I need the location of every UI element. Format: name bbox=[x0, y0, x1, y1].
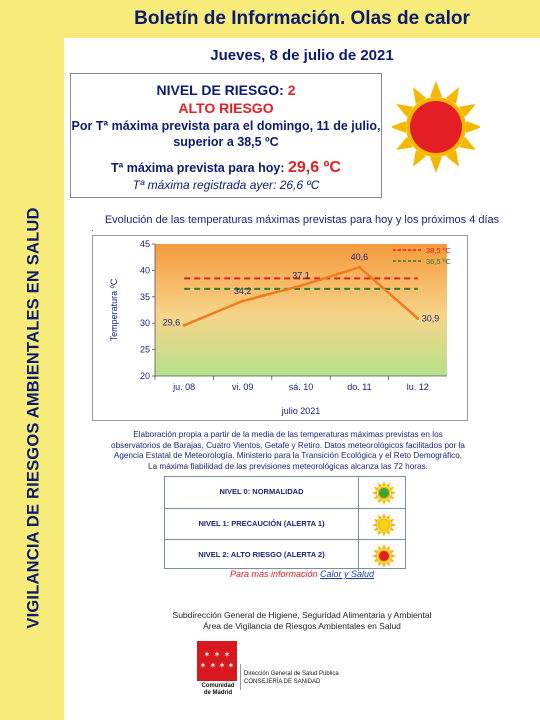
data-label: 34,2 bbox=[233, 286, 252, 297]
chart-svg bbox=[93, 236, 467, 420]
today-forecast bbox=[71, 159, 381, 177]
sun-ray bbox=[391, 491, 396, 495]
x-tick-label: vi. 09 bbox=[231, 382, 254, 392]
red-sun-icon bbox=[371, 543, 397, 569]
data-label: 30,9 bbox=[421, 313, 440, 324]
sun-ray bbox=[382, 563, 386, 568]
subdirection-line2: Área de Vigilancia de Riesgos Ambientales en Salud bbox=[203, 621, 401, 631]
sun-ray bbox=[386, 482, 392, 488]
x-tick-label: do. 11 bbox=[347, 382, 372, 392]
sun-ray bbox=[386, 530, 392, 536]
y-tick-label: 20 bbox=[139, 371, 150, 381]
sun-ray bbox=[373, 485, 379, 491]
subdirection-line1: Subdirección General de Higiene, Seguridad Alimentaria y Ambiental bbox=[172, 610, 432, 620]
legend-row-level-2 bbox=[165, 539, 405, 570]
sun-ray bbox=[372, 554, 377, 558]
sun-ray bbox=[382, 513, 386, 518]
more-info bbox=[64, 569, 540, 579]
y-tick-label: 35 bbox=[139, 291, 150, 302]
svg-text:✶: ✶ bbox=[203, 650, 211, 659]
data-source-note: Elaboración propia a partir de la media de las temperaturas máximas previstas en los observatorios de Barajas, Cuatro Vientos, Getafe y Retiro. Datos meteorológicos facilitados por la Agencia Estatal de Meteorología. Ministerio para la Transición Ecológica y el Reto Demográfico. La máxima fiabilidad de las previsiones meteorológicas alcanza las 72 horas. bbox=[111, 430, 465, 471]
sun-ray bbox=[382, 532, 386, 537]
sun-ray bbox=[382, 481, 386, 486]
sun-ray bbox=[386, 561, 392, 567]
today-forecast-label: Tª máxima prevista para hoy: bbox=[111, 161, 288, 175]
sun-ray bbox=[373, 527, 379, 533]
sun-ray bbox=[386, 514, 392, 520]
plot-area bbox=[155, 244, 447, 376]
risk-description bbox=[71, 118, 381, 150]
sun-ray bbox=[373, 548, 379, 554]
legend-label: NIVEL 2: ALTO RIESGO (ALERTA 2) bbox=[165, 540, 359, 571]
temperature-chart bbox=[92, 235, 468, 421]
directorate-line1: Dirección General de Salud Pública bbox=[244, 671, 339, 677]
svg-text:✶: ✶ bbox=[223, 650, 231, 659]
logo-text-line1: Comunidad bbox=[201, 683, 235, 689]
legend-row-level-1 bbox=[165, 508, 405, 539]
risk-description-line2: superior a 38,5 ºC bbox=[173, 135, 279, 149]
data-label: 37,1 bbox=[292, 270, 310, 281]
sun-ray bbox=[391, 523, 396, 527]
legend-label: 36,5 ºC bbox=[426, 257, 451, 266]
y-tick-label: 30 bbox=[139, 318, 150, 329]
risk-level-legend bbox=[164, 476, 406, 569]
subdirection-text bbox=[64, 610, 540, 632]
decorative-dot: · bbox=[91, 226, 94, 235]
sun-ray bbox=[382, 544, 386, 549]
data-label: 29,6 bbox=[162, 317, 181, 328]
x-tick-label: lu. 12 bbox=[406, 382, 429, 392]
sun-ray bbox=[376, 482, 382, 488]
data-point bbox=[241, 300, 244, 303]
risk-label: ALTO RIESGO bbox=[178, 100, 274, 116]
legend-label: NIVEL 0: NORMALIDAD bbox=[165, 477, 359, 508]
sun-ray bbox=[389, 517, 395, 523]
sun-ray bbox=[382, 500, 386, 505]
sun-ray bbox=[373, 517, 379, 523]
sun-ray bbox=[389, 527, 395, 533]
y-tick-label: 25 bbox=[139, 344, 150, 355]
bulletin-date: Jueves, 8 de julio de 2021 bbox=[210, 47, 394, 64]
x-tick-label: sá. 10 bbox=[288, 382, 314, 392]
chart-title: Evolución de las temperaturas máximas previstas para hoy y los próximos 4 días bbox=[104, 214, 500, 226]
logo-text-line2: de Madrid bbox=[203, 690, 233, 696]
risk-level-label: NIVEL DE RIESGO: bbox=[156, 82, 288, 98]
sun-ray bbox=[376, 561, 382, 567]
sun-ray bbox=[389, 495, 395, 501]
calor-y-salud-link[interactable]: Calor y Salud bbox=[320, 569, 375, 579]
y-tick-label: 45 bbox=[139, 239, 150, 249]
today-forecast-value: 29,6 ºC bbox=[287, 159, 341, 176]
yesterday-max: Tª máxima registrada ayer: 26,6 ºC bbox=[132, 178, 320, 192]
legend-label: 38,5 ºC bbox=[426, 246, 451, 255]
sun-ray bbox=[376, 530, 382, 536]
logo-divider bbox=[240, 664, 241, 690]
more-info-label: Para más información bbox=[229, 569, 320, 579]
legend-label: NIVEL 1: PRECAUCIÓN (ALERTA 1) bbox=[165, 509, 359, 540]
svg-text:✶: ✶ bbox=[218, 661, 226, 670]
y-axis-label: Temperatura ºC bbox=[109, 278, 119, 342]
directorate-text bbox=[244, 670, 339, 686]
sun-ray bbox=[372, 491, 377, 495]
sun-ray bbox=[391, 554, 396, 558]
legend-row-level-0 bbox=[165, 477, 405, 508]
sun-ray bbox=[389, 558, 395, 564]
sun-ray bbox=[386, 545, 392, 551]
risk-description-line1: Por Tª máxima prevista para el domingo, 11 de julio, bbox=[71, 119, 381, 133]
svg-text:✶: ✶ bbox=[227, 661, 235, 670]
yellow-sun-icon bbox=[371, 512, 397, 538]
logo-text bbox=[190, 683, 246, 697]
svg-text:✶: ✶ bbox=[213, 650, 221, 659]
y-tick-label: 40 bbox=[139, 265, 150, 276]
risk-level bbox=[71, 82, 381, 98]
sun-ray bbox=[386, 498, 392, 504]
red-sun-icon bbox=[392, 72, 480, 182]
page-title: Boletín de Información. Olas de calor bbox=[134, 8, 470, 29]
sun-ray bbox=[376, 545, 382, 551]
sun-ray bbox=[376, 498, 382, 504]
svg-text:✶: ✶ bbox=[199, 661, 207, 670]
svg-text:✶: ✶ bbox=[209, 661, 217, 670]
sun-ray bbox=[376, 514, 382, 520]
sun-ray bbox=[373, 558, 379, 564]
sun-ray bbox=[389, 485, 395, 491]
data-point bbox=[358, 266, 361, 269]
data-point bbox=[183, 324, 186, 327]
sun-ray bbox=[373, 495, 379, 501]
x-axis-label: julio 2021 bbox=[281, 406, 321, 416]
directorate-line2: CONSEJERÍA DE SANIDAD bbox=[244, 679, 321, 685]
sun-ray bbox=[372, 523, 377, 527]
risk-panel bbox=[70, 73, 382, 198]
green-sun-icon bbox=[371, 480, 397, 506]
x-tick-label: ju. 08 bbox=[173, 382, 196, 392]
sun-ray bbox=[389, 548, 395, 554]
data-label: 40,6 bbox=[350, 252, 369, 263]
page-header bbox=[64, 0, 540, 38]
side-banner-text: VIGILANCIA DE RIESGOS AMBIENTALES EN SALUD bbox=[24, 207, 43, 629]
data-point bbox=[300, 284, 303, 287]
comunidad-de-madrid-logo bbox=[197, 641, 237, 681]
data-point bbox=[416, 317, 419, 320]
risk-level-value: 2 bbox=[287, 82, 296, 98]
